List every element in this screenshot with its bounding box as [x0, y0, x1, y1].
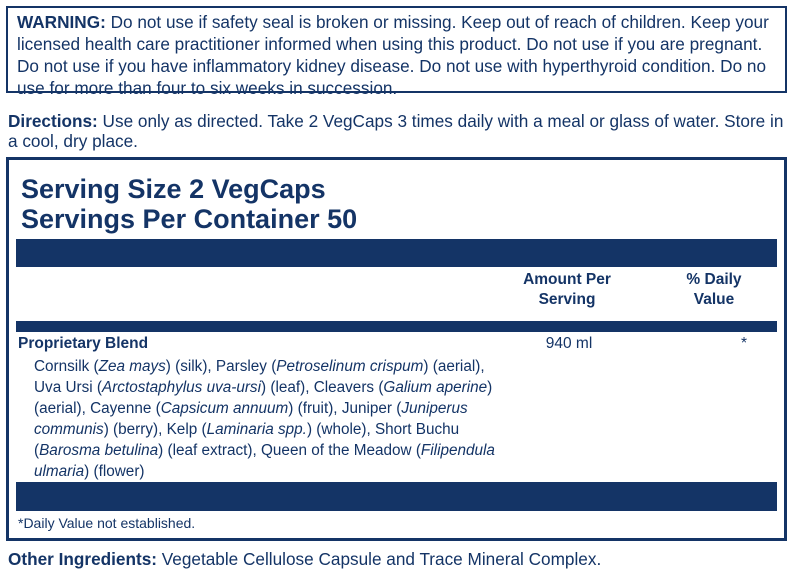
- divider-bar: [16, 239, 777, 267]
- daily-value-header: % Daily Value: [686, 271, 742, 308]
- divider-bar: [16, 482, 777, 511]
- ingredient-part: (fruit),: [293, 400, 342, 417]
- ingredient-item: Uva Ursi (Arctostaphylus uva-ursi) (leaf),: [34, 379, 314, 396]
- ingredient-item: Kelp (Laminaria spp.) (whole),: [166, 421, 375, 438]
- divider-bar: [16, 321, 777, 332]
- ingredient-species: Zea mays: [98, 358, 166, 375]
- blend-amount: 940 ml: [545, 335, 593, 352]
- ingredient-item: Juniper (Juniperus communis) (berry),: [34, 400, 468, 438]
- ingredient-species: Capsicum annuum: [160, 400, 289, 417]
- ingredient-name: Juniper: [341, 400, 397, 417]
- blend-name: Proprietary Blend: [18, 335, 149, 352]
- ingredient-name: Cornsilk: [34, 358, 94, 375]
- footnote: *Daily Value not established.: [18, 515, 196, 531]
- serving-info: [21, 174, 357, 234]
- other-ingredients: [8, 549, 601, 570]
- ingredient-part: (silk),: [170, 358, 216, 375]
- warning-box: [6, 6, 787, 98]
- other-ingredients-label: Other Ingredients:: [8, 549, 157, 569]
- ingredient-species: Filipendula ulmaria: [34, 442, 495, 480]
- ingredient-name: Cleavers: [313, 379, 379, 396]
- ingredient-part: (aerial),: [428, 358, 485, 375]
- blend-daily-value: *: [740, 335, 748, 352]
- warning-text: Do not use if safety seal is broken or missing. Keep out of reach of children. Keep your licensed health care practitioner informed when using this product. Do not use if you are pregnant. Do not use if you have inflammatory kidney disease. Do not use with hyperthyroid condition. Do no use for more than four to six weeks in succession.: [17, 12, 769, 98]
- ingredient-name: Queen of the Meadow: [261, 442, 416, 459]
- ingredient-part: (leaf),: [266, 379, 314, 396]
- ingredient-species: Petroselinum crispum: [276, 358, 424, 375]
- directions-label: Directions:: [8, 111, 98, 131]
- ingredient-item: Queen of the Meadow (Filipendula ulmaria) (flower): [34, 442, 495, 480]
- ingredient-item: Cayenne (Capsicum annuum) (fruit),: [90, 400, 342, 417]
- ingredient-item: Short Buchu (Barosma betulina) (leaf extract),: [34, 421, 460, 459]
- ingredient-name: Kelp: [166, 421, 202, 438]
- ingredient-species: Juniperus communis: [34, 400, 468, 438]
- ingredient-item: Cleavers (Galium aperine) (aerial),: [34, 379, 493, 417]
- ingredient-part: (leaf extract),: [163, 442, 262, 459]
- ingredient-species: Barosma betulina: [39, 442, 159, 459]
- other-ingredients-text: Vegetable Cellulose Capsule and Trace Mineral Complex.: [156, 549, 602, 569]
- ingredient-species: Laminaria spp.: [206, 421, 307, 438]
- ingredient-name: Cayenne: [90, 400, 156, 417]
- ingredient-item: Cornsilk (Zea mays) (silk),: [34, 358, 216, 375]
- directions: [8, 111, 794, 151]
- ingredient-species: Galium aperine: [383, 379, 488, 396]
- directions-text: Use only as directed. Take 2 VegCaps 3 times daily with a meal or glass of water. Store in a cool, dry place.: [8, 111, 784, 151]
- ingredient-species: Arctostaphylus uva-ursi: [102, 379, 261, 396]
- supplement-facts-panel: [6, 157, 787, 541]
- ingredient-part: (aerial),: [34, 400, 91, 417]
- ingredient-part: (flower): [89, 463, 145, 480]
- ingredient-item: Parsley (Petroselinum crispum) (aerial),: [215, 358, 485, 375]
- serving-size: Serving Size 2 VegCaps: [21, 174, 326, 204]
- ingredient-name: Parsley: [215, 358, 272, 375]
- ingredient-name: Uva Ursi: [34, 379, 97, 396]
- ingredient-part: (berry),: [108, 421, 167, 438]
- blend-ingredients: [34, 356, 504, 482]
- ingredient-part: (whole),: [312, 421, 375, 438]
- ingredient-name: Short Buchu: [374, 421, 460, 438]
- servings-per-container: Servings Per Container 50: [21, 204, 358, 234]
- amount-per-serving-header: Amount Per Serving: [523, 271, 611, 308]
- warning-label: WARNING:: [17, 12, 106, 32]
